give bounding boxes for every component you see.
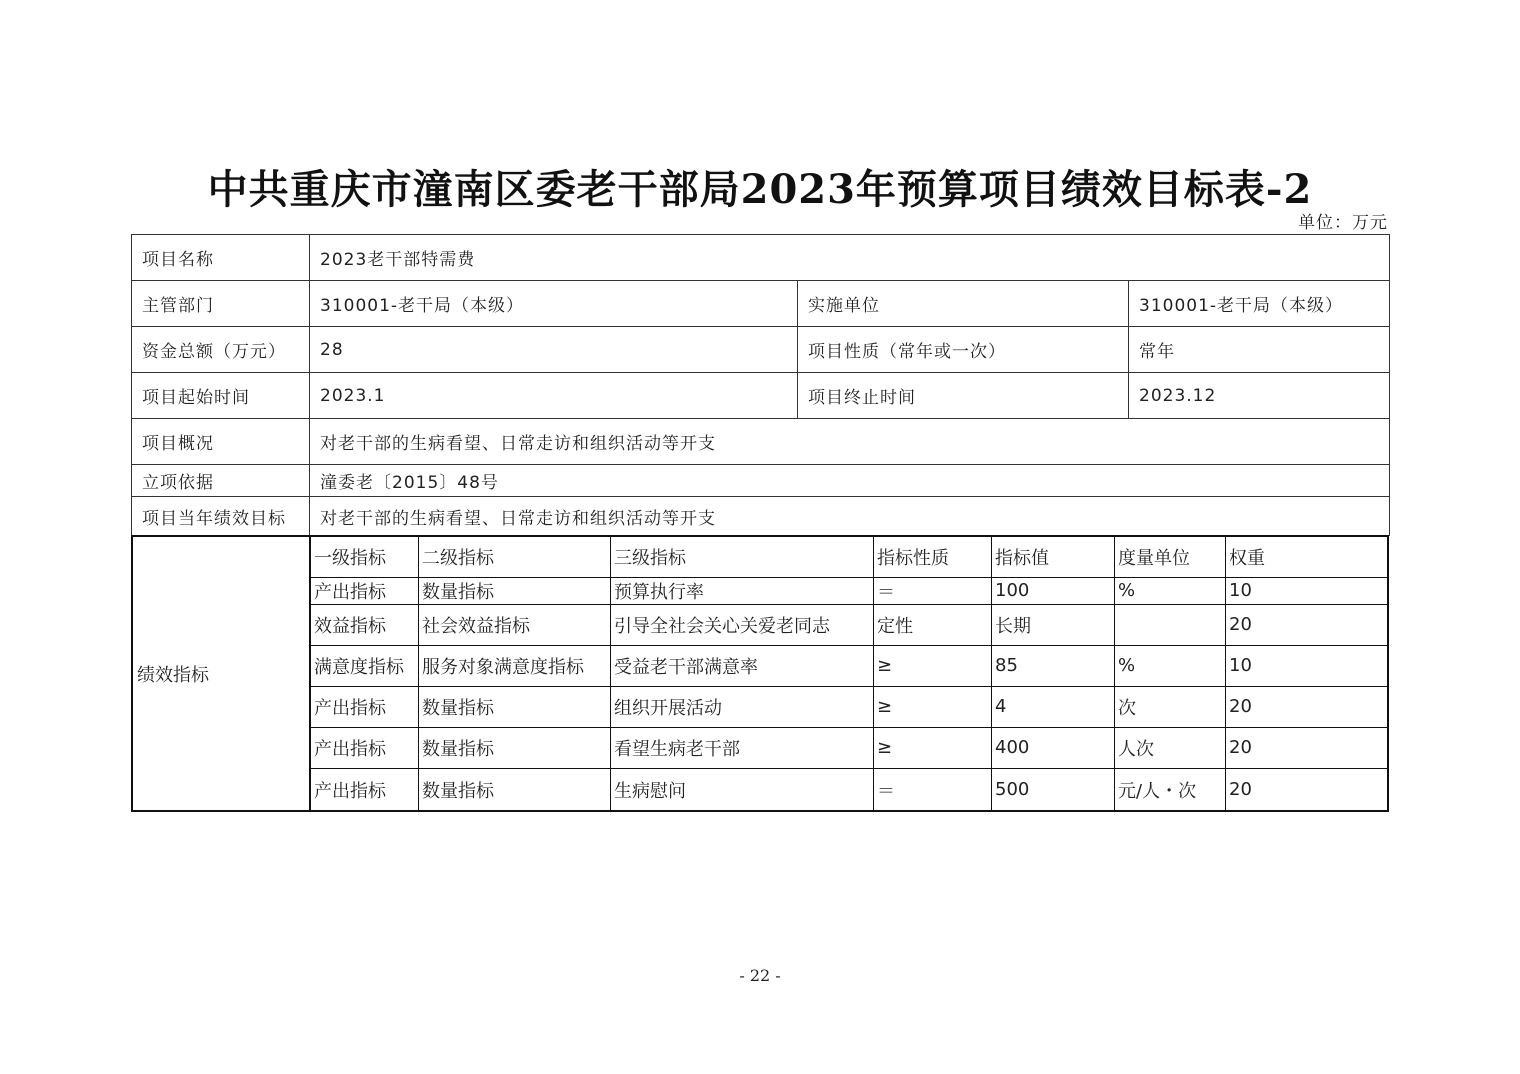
cell: 85 [992,645,1115,686]
header-cell: 三级指标 [611,537,874,577]
basis-value: 潼委老〔2015〕48号 [310,465,1390,497]
start-label: 项目起始时间 [132,373,310,419]
cell: 数量指标 [419,577,611,604]
performance-table [310,537,1388,811]
impl-label: 实施单位 [798,281,1129,327]
project-name-value: 2023老干部特需费 [310,235,1390,281]
cell: 元/人・次 [1115,768,1226,811]
table-row [132,327,1390,373]
overview-label: 项目概况 [132,419,310,465]
cell: ≥ [874,645,992,686]
header-cell: 指标性质 [874,537,992,577]
end-label: 项目终止时间 [798,373,1129,419]
cell: 产出指标 [311,686,419,727]
cell: ≥ [874,686,992,727]
impl-value: 310001-老干局（本级） [1129,281,1390,327]
fund-label: 资金总额（万元） [132,327,310,373]
cell: 数量指标 [419,768,611,811]
performance-section [131,535,1389,812]
cell: 组织开展活动 [611,686,874,727]
table-row [132,419,1390,465]
cell: % [1115,645,1226,686]
cell: 满意度指标 [311,645,419,686]
unit-label: 单位：万元 [1298,213,1388,233]
fund-value: 28 [310,327,798,373]
table-row [132,465,1390,497]
header-row [311,537,1388,577]
dept-value: 310001-老干局（本级） [310,281,798,327]
overview-value: 对老干部的生病看望、日常走访和组织活动等开支 [310,419,1390,465]
header-cell: 一级指标 [311,537,419,577]
table-row [311,604,1388,645]
basis-label: 立项依据 [132,465,310,497]
cell: 数量指标 [419,727,611,768]
nature-label: 项目性质（常年或一次） [798,327,1129,373]
header-cell: 权重 [1226,537,1388,577]
cell: 20 [1226,768,1388,811]
cell: 定性 [874,604,992,645]
table-row [132,235,1390,281]
cell: ＝ [874,577,992,604]
table-row [311,577,1388,604]
table-row [311,727,1388,768]
cell: 20 [1226,727,1388,768]
cell: ≥ [874,727,992,768]
cell: 10 [1226,645,1388,686]
cell: 受益老干部满意率 [611,645,874,686]
cell: % [1115,577,1226,604]
cell: 长期 [992,604,1115,645]
nature-value: 常年 [1129,327,1390,373]
cell: 次 [1115,686,1226,727]
cell: 10 [1226,577,1388,604]
cell: 社会效益指标 [419,604,611,645]
cell: 100 [992,577,1115,604]
cell: 生病慰问 [611,768,874,811]
cell: 产出指标 [311,727,419,768]
cell: 看望生病老干部 [611,727,874,768]
cell [1115,604,1226,645]
table-row [132,281,1390,327]
cell: 20 [1226,686,1388,727]
page-number: - 22 - [739,966,781,985]
cell: 服务对象满意度指标 [419,645,611,686]
table-row [311,645,1388,686]
table-row [132,497,1390,536]
cell: 4 [992,686,1115,727]
cell: 人次 [1115,727,1226,768]
cell: ＝ [874,768,992,811]
header-cell: 二级指标 [419,537,611,577]
performance-label: 绩效指标 [133,537,310,810]
cell: 500 [992,768,1115,811]
table-row [311,686,1388,727]
goal-label: 项目当年绩效目标 [132,497,310,536]
cell: 20 [1226,604,1388,645]
table-row [132,373,1390,419]
cell: 产出指标 [311,577,419,604]
dept-label: 主管部门 [132,281,310,327]
cell: 预算执行率 [611,577,874,604]
header-cell: 度量单位 [1115,537,1226,577]
start-value: 2023.1 [310,373,798,419]
cell: 400 [992,727,1115,768]
project-info-table [131,234,1390,536]
cell: 效益指标 [311,604,419,645]
goal-value: 对老干部的生病看望、日常走访和组织活动等开支 [310,497,1390,536]
cell: 数量指标 [419,686,611,727]
page-title: 中共重庆市潼南区委老干部局2023年预算项目绩效目标表-2 [207,166,1313,213]
project-name-label: 项目名称 [132,235,310,281]
end-value: 2023.12 [1129,373,1390,419]
cell: 产出指标 [311,768,419,811]
table-row [311,768,1388,811]
cell: 引导全社会关心关爱老同志 [611,604,874,645]
header-cell: 指标值 [992,537,1115,577]
